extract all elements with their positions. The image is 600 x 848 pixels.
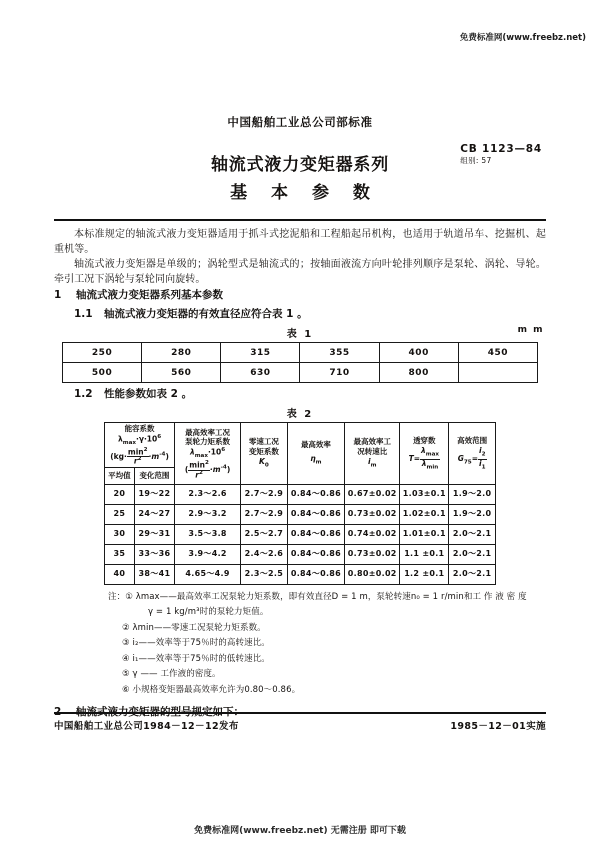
table-2-performance (104, 422, 496, 585)
notes-label: 注： (108, 591, 126, 602)
table-cell: 35 (105, 544, 135, 564)
table-cell: 2.0～2.1 (449, 524, 496, 544)
col-header-pump-torque-coefficient (175, 423, 241, 485)
clause-1-number: 1 (54, 289, 62, 301)
table-cell: 450 (458, 343, 537, 363)
max-efficiency-symbol-sub: m (315, 459, 322, 466)
table-row (105, 544, 496, 564)
table-cell: 1.01±0.1 (400, 524, 449, 544)
table-cell: 29～31 (134, 524, 174, 544)
permeability-equals: = (413, 454, 421, 464)
table-cell: 25 (105, 504, 135, 524)
footer-rule (54, 712, 546, 714)
col-header-high-efficiency-range (449, 423, 496, 485)
table-row (63, 343, 538, 363)
table-cell: 30 (105, 524, 135, 544)
intro-paragraph-1: 本标准规定的轴流式液力变矩器适用于抓斗式挖泥船和工程船起吊机构，也适用于轨道吊车、挖掘机、起重机等。 (54, 229, 546, 255)
table-cell: 0.84～0.86 (287, 564, 344, 584)
pump-torque-symbol: λ (189, 447, 195, 457)
standard-number-block (460, 143, 542, 166)
high-efficiency-symbol-sub: 75 (463, 459, 472, 466)
table-cell: 0.84～0.86 (287, 524, 344, 544)
capacity-symbol-rest: ·γ·10 (135, 434, 158, 444)
header-rule (54, 219, 546, 221)
high-efficiency-symbol: G (457, 454, 464, 464)
fraction-denominator: i (479, 458, 482, 468)
speed-ratio-line1: 最高效率工 (353, 437, 391, 447)
table-cell: 33～36 (134, 544, 174, 564)
table-row (63, 363, 538, 383)
page-footer (54, 718, 546, 732)
col-header-permeability (400, 423, 449, 485)
table-cell: 2.7～2.9 (241, 484, 288, 504)
fraction-denominator-sub: min (426, 464, 439, 471)
table-cell: 2.3～2.6 (175, 484, 241, 504)
unit-numerator-sup: 2 (205, 460, 209, 467)
pump-unit-fraction (188, 461, 210, 479)
pump-torque-symbol-sub: max (194, 453, 208, 460)
table-cell: 3.5～3.8 (175, 524, 241, 544)
note-item: ② λmin——零速工况泵轮力矩系数。 (122, 622, 266, 633)
table-cell: 20 (105, 484, 135, 504)
table-cell: 4.65～4.9 (175, 564, 241, 584)
high-efficiency-fraction (478, 447, 486, 471)
clause-1-2-text: 性能参数如表 2 。 (104, 388, 193, 400)
clause-1-2 (54, 387, 546, 402)
table-cell: 315 (221, 343, 300, 363)
fraction-numerator: λ (421, 446, 426, 456)
speed-ratio-line2: 况转速比 (357, 447, 388, 456)
unit-numerator: min (189, 460, 206, 470)
footer-effective-date: 1985－12－01实施 (450, 721, 546, 732)
table-cell: 1.9～2.0 (449, 484, 496, 504)
fraction-numerator: i (479, 446, 482, 456)
table-cell: 2.4～2.6 (241, 544, 288, 564)
capacity-symbol: 能容系数λ (117, 424, 155, 444)
table-cell: 280 (142, 343, 221, 363)
table-2-notes (54, 591, 546, 698)
note-text: ① λmax——最高效率工况泵轮力矩系数，即有效直径D = 1 m，泵轮转速n₀ = 1 r/min和工 作 液 密 度 (125, 591, 527, 602)
table-cell: 800 (379, 363, 458, 383)
table-cell: 2.0～2.1 (449, 564, 496, 584)
table-cell: 0.80±0.02 (345, 564, 400, 584)
max-efficiency-symbol: η (310, 453, 316, 463)
table-cell: 2.0～2.1 (449, 544, 496, 564)
fraction-numerator-sub: 2 (481, 451, 486, 458)
zero-speed-symbol-sub: 0 (264, 462, 269, 469)
table-cell: 560 (142, 363, 221, 383)
clause-1-1 (54, 307, 546, 322)
subcol-header-variation-range: 变化范围 (134, 467, 174, 484)
high-efficiency-line1: 高效范围 (457, 435, 488, 445)
capacity-unit-prefix: (kg· (110, 451, 127, 461)
table-2-body (105, 484, 496, 584)
speed-ratio-symbol: i (368, 456, 371, 466)
capacity-unit-suffix: ·m (148, 451, 160, 461)
table-cell: 0.84～0.86 (287, 504, 344, 524)
table-cell: 1.1 ±0.1 (400, 544, 449, 564)
table-cell: 19～22 (134, 484, 174, 504)
table-cell: 1.02±0.1 (400, 504, 449, 524)
capacity-symbol-sup: 6 (157, 433, 162, 440)
subcol-header-average-value: 平均值 (105, 467, 135, 484)
table-2-caption: 表 2 (286, 409, 314, 420)
table-1-unit: m m (517, 325, 544, 335)
high-efficiency-equals: = (471, 454, 479, 464)
note-item: ⑥ 小规格变矩器最高效率允许为0.80～0.86。 (122, 684, 301, 695)
pump-torque-symbol-sup: 6 (221, 447, 226, 454)
document-body (54, 228, 546, 719)
capacity-unit-suffix-sup: -4 (159, 451, 166, 458)
table-1-diameters (62, 342, 538, 383)
table-cell: 2.7～2.9 (241, 504, 288, 524)
table-cell: 0.74±0.02 (345, 524, 400, 544)
clause-1-1-text: 轴流式液力变矩器的有效直径应符合表 1 。 (104, 308, 308, 320)
pump-unit-close: ) (226, 465, 231, 475)
fraction-denominator-sub: 1 (481, 464, 486, 471)
table-cell: 355 (300, 343, 379, 363)
note-item: ④ i₁——效率等于75％时的低转速比。 (122, 653, 270, 664)
table-cell: 0.67±0.02 (345, 484, 400, 504)
capacity-unit-close: ) (165, 451, 169, 461)
standard-title: 轴流式液力变矩器系列 (211, 155, 389, 175)
clause-1-text: 轴流式液力变矩器系列基本参数 (76, 289, 223, 301)
capacity-unit-fraction (127, 448, 149, 466)
table-cell: 0.84～0.86 (287, 484, 344, 504)
pump-unit-suffix-sup: -4 (220, 464, 227, 471)
unit-denominator: r (195, 470, 199, 480)
col-header-max-efficiency (287, 423, 344, 485)
col-header-capacity-coefficient (105, 423, 175, 468)
table-cell: 40 (105, 564, 135, 584)
table-cell: 2.9～3.2 (175, 504, 241, 524)
standard-group: 组别: 57 (460, 156, 492, 166)
max-efficiency-line1: 最高效率 (300, 440, 331, 450)
table-cell: 500 (63, 363, 142, 383)
footer-issue-date: 中国船舶工业总公司1984－12－12发布 (54, 721, 239, 732)
capacity-symbol-sub: max (122, 439, 136, 446)
table-cell: 1.9～2.0 (449, 504, 496, 524)
table-cell: 2.3～2.5 (241, 564, 288, 584)
table-cell: 0.73±0.02 (345, 544, 400, 564)
table-cell: 1.03±0.1 (400, 484, 449, 504)
clause-1-1-number: 1.1 (74, 308, 93, 320)
unit-denominator-sup: 2 (199, 469, 203, 476)
speed-ratio-symbol-sub: m (370, 462, 377, 469)
table-row (105, 484, 496, 504)
table-1-caption-row (54, 325, 546, 340)
col-header-speed-ratio-at-max-efficiency (345, 423, 400, 485)
pump-torque-symbol-rest: ·10 (207, 447, 222, 457)
permeability-fraction (420, 447, 440, 471)
table-2-head (105, 423, 496, 485)
pump-unit-open: ( (184, 465, 189, 475)
unit-denominator: r (133, 456, 138, 466)
table-cell: 630 (221, 363, 300, 383)
permeability-symbol: T (408, 454, 414, 464)
clause-1 (54, 288, 546, 303)
table-cell: 38～41 (134, 564, 174, 584)
watermark-top: 免费标准网(www.freebz.net) (459, 33, 586, 43)
table-cell: 0.73±0.02 (345, 504, 400, 524)
unit-numerator-sup: 2 (143, 447, 148, 454)
note-item (108, 591, 546, 605)
table-row (105, 504, 496, 524)
table-row (105, 564, 496, 584)
note-item: ⑤ γ —— 工作液的密度。 (122, 669, 221, 680)
issuer-line: 中国船舶工业总公司部标准 (227, 115, 373, 129)
table-cell (458, 363, 537, 383)
table-cell: 1.2 ±0.1 (400, 564, 449, 584)
note-item: ③ i₂——效率等于75％时的高转速比。 (122, 638, 270, 649)
fraction-numerator-sub: max (425, 451, 440, 458)
table-cell: 250 (63, 343, 142, 363)
table-header-row (105, 423, 496, 468)
table-2-caption-row (54, 405, 546, 420)
clause-1-2-number: 1.2 (74, 388, 93, 400)
table-cell: 24～27 (134, 504, 174, 524)
table-1-body (63, 343, 538, 383)
col-header-zero-speed-torque-ratio (241, 423, 288, 485)
table-row (105, 524, 496, 544)
table-cell: 3.9～4.2 (175, 544, 241, 564)
zero-speed-symbol: K (259, 456, 265, 466)
table-1-caption: 表 1 (286, 329, 314, 340)
pump-unit-suffix: ·m (209, 465, 221, 475)
permeability-line1: 透穿数 (413, 435, 436, 445)
table-cell: 710 (300, 363, 379, 383)
note-item-continuation: γ = 1 kg/m³时的泵轮力矩值。 (148, 607, 269, 618)
fraction-denominator: λ (421, 458, 427, 468)
pump-torque-line2: 泵轮力矩系数 (185, 437, 231, 447)
pump-torque-line1: 最高效率工况 (185, 427, 231, 437)
zero-speed-line1: 零速工况 (248, 437, 279, 447)
standard-subtitle: 基 本 参 数 (230, 183, 379, 203)
watermark-bottom: 免费标准网(www.freebz.net) 无需注册 即可下载 (194, 826, 406, 836)
unit-numerator: min (127, 447, 144, 457)
table-cell: 400 (379, 343, 458, 363)
standard-code: CB 1123—84 (460, 143, 542, 155)
table-cell: 2.5～2.7 (241, 524, 288, 544)
unit-denominator-sup: 2 (137, 456, 142, 463)
table-cell: 0.84～0.86 (287, 544, 344, 564)
intro-paragraph-2: 轴流式液力变矩器是单级的；涡轮型式是轴流式的；按轴面液流方向叶轮排列顺序是泵轮、涡轮、导轮。牵引工况下涡轮与泵轮同向旋转。 (54, 259, 546, 285)
zero-speed-line2: 变矩系数 (248, 447, 279, 456)
